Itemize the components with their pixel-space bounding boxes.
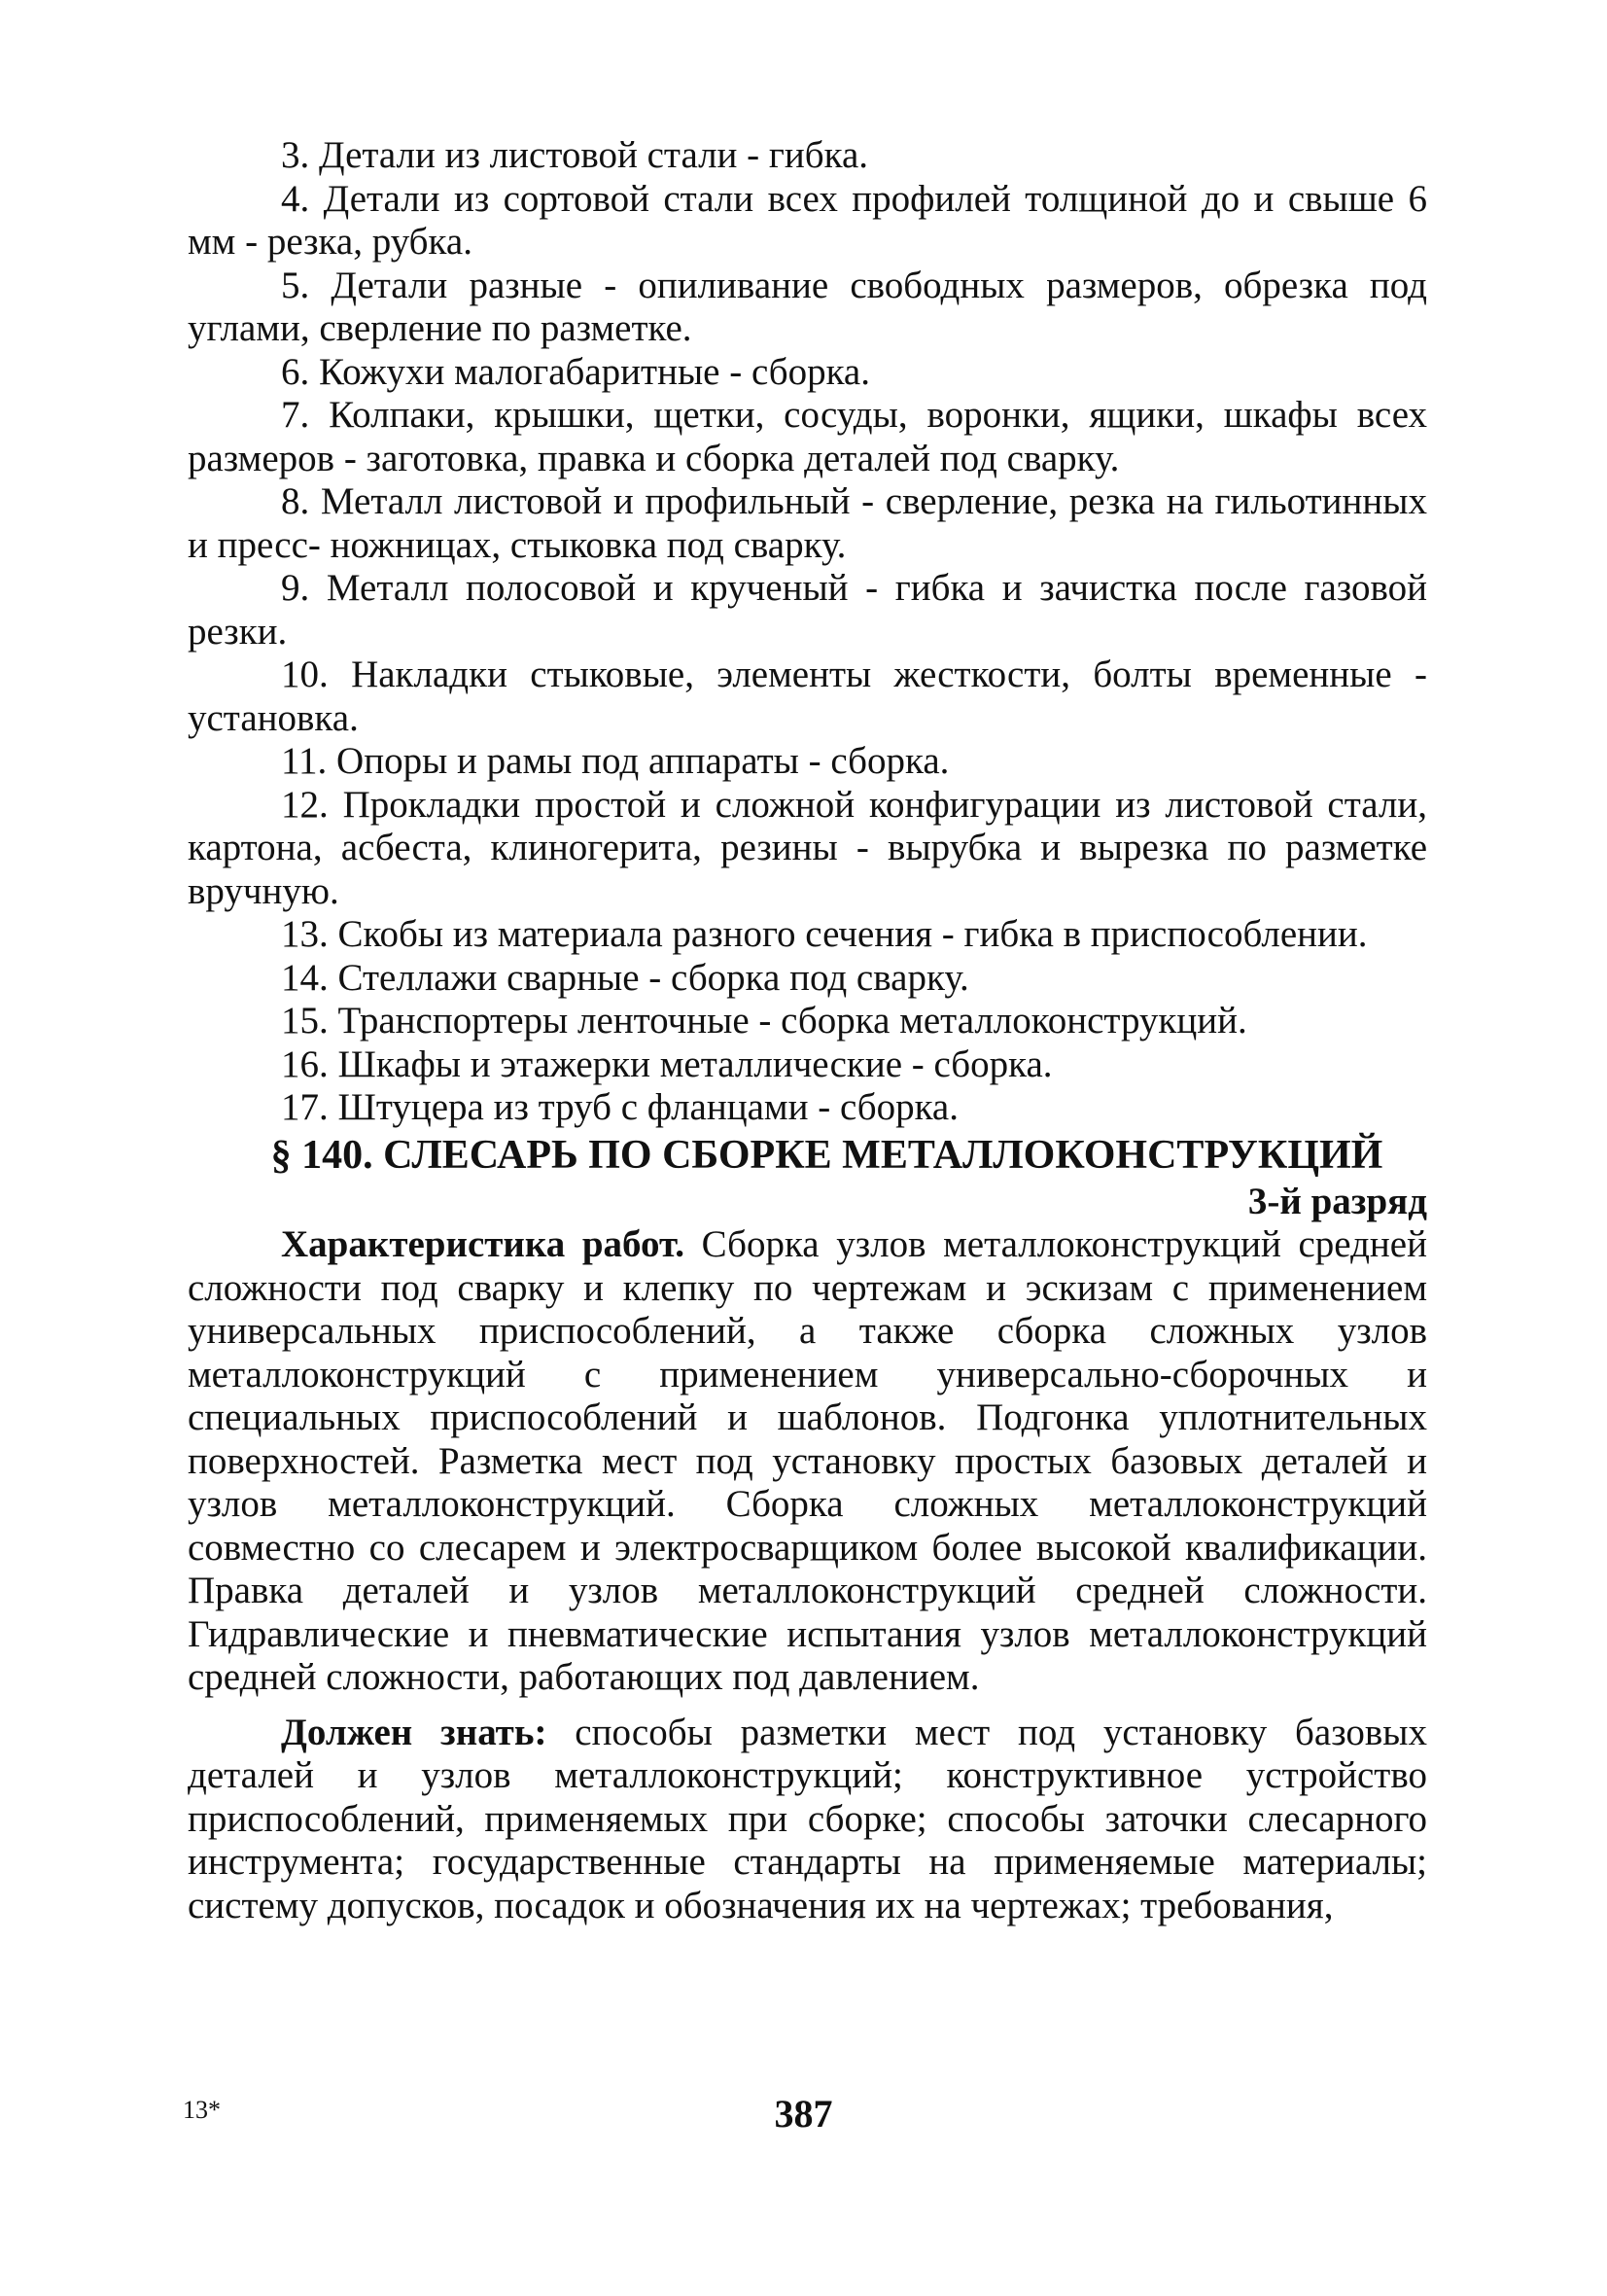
required-knowledge-lead: Должен знать:: [281, 1711, 547, 1753]
required-knowledge-paragraph: [188, 1712, 1427, 1928]
work-characteristics-lead: Характеристика работ.: [281, 1223, 685, 1265]
page-content: [188, 134, 1427, 1927]
list-item-8: 8. Металл листовой и профильный - сверление, резка на гильотинных и пресс- ножницах, стыковка под сварку.: [188, 480, 1427, 566]
list-item-6: 6. Кожухи малогабаритные - сборка.: [281, 350, 870, 393]
list-item-17: 17. Штуцера из труб с фланцами - сборка.: [281, 1086, 959, 1128]
list-item-13: 13. Скобы из материала разного сечения - гибка в приспособлении.: [281, 913, 1368, 955]
list-item-14: 14. Стеллажи сварные - сборка под сварку.: [281, 956, 969, 999]
list-item-11: 11. Опоры и рамы под аппараты - сборка.: [281, 740, 950, 782]
required-knowledge-text: способы разметки мест под установку базовых деталей и узлов металлоконструкций; конструктивное устройство приспособлений, применяемых при сборке; способы заточки слесарного инструмента; государственные стандарты на применяемые материалы; систему допусков, посадок и обозначения их на чертежах; требования,: [188, 1711, 1427, 1926]
list-item-3: 3. Детали из листовой стали - гибка.: [281, 134, 869, 176]
footnote-mark: 13*: [183, 2096, 221, 2124]
work-characteristics-text: Сборка узлов металлоконструкций средней сложности под сварку и клепку по чертежам и эскизам с применением универсальных приспособлений, а также сборка сложных узлов металлоконструкций с применением универсально-сборочных и специальных приспособлений и шаблонов. Подгонка уплотнительных поверхностей. Разметка мест под установку простых базовых деталей и узлов металлоконструкций. Сборка сложных металлоконструкций совместно со слесарем и электросварщиком более высокой квалификации. Правка деталей и узлов металлоконструкций средней сложности. Гидравлические и пневматические испытания узлов металлоконструкций средней сложности, работающих под давлением.: [188, 1223, 1427, 1698]
list-item-10: 10. Накладки стыковые, элементы жесткости, болты временные - установка.: [188, 653, 1427, 739]
list-item-5: 5. Детали разные - опиливание свободных размеров, обрезка под углами, сверление по разметке.: [188, 264, 1427, 349]
list-item-7: 7. Колпаки, крышки, щетки, сосуды, воронки, ящики, шкафы всех размеров - заготовка, правка и сборка деталей под сварку.: [188, 394, 1427, 479]
list-item-16: 16. Шкафы и этажерки металлические - сборка.: [281, 1042, 1053, 1085]
work-characteristics-paragraph: [188, 1223, 1427, 1700]
list-item-12: 12. Прокладки простой и сложной конфигурации из листовой стали, картона, асбеста, клиногерита, резины - вырубка и вырезка по разметке вручную.: [188, 783, 1427, 912]
list-item-15: 15. Транспортеры ленточные - сборка металлоконструкций.: [281, 1000, 1247, 1042]
section-title: § 140. СЛЕСАРЬ ПО СБОРКЕ МЕТАЛЛОКОНСТРУКЦИЙ: [270, 1132, 1383, 1178]
list-item-4: 4. Детали из сортовой стали всех профилей толщиной до и свыше 6 мм - резка, рубка.: [188, 177, 1427, 263]
page-number: 387: [774, 2092, 833, 2136]
grade-heading: 3-й разряд: [1247, 1180, 1427, 1222]
list-item-9: 9. Металл полосовой и крученый - гибка и зачистка после газовой резки.: [188, 567, 1427, 653]
